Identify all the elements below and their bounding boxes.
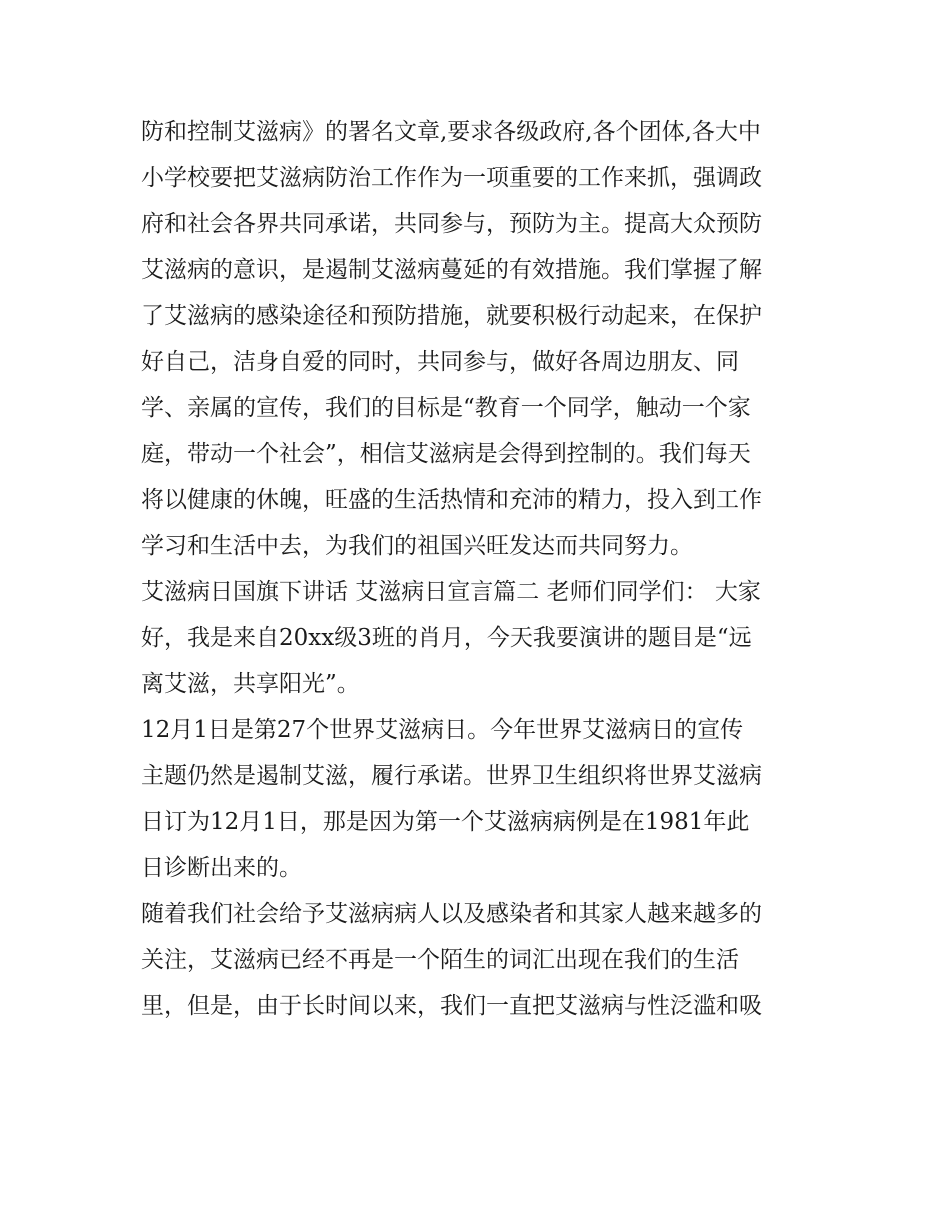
paragraph-1 <box>141 109 831 569</box>
text-line: 关注，艾滋病已经不再是一个陌生的词汇出现在我们的生活 <box>141 947 739 973</box>
text-line: 日诊断出来的。 <box>141 855 302 881</box>
text-line: 随着我们社会给予艾滋病病人以及感染者和其家人越来越多的 <box>141 901 762 927</box>
text-line: 了艾滋病的感染途径和预防措施，就要积极行动起来，在保护 <box>141 303 762 329</box>
paragraph-2 <box>141 569 831 707</box>
text-line: 学习和生活中去，为我们的祖国兴旺发达而共同努力。 <box>141 533 693 559</box>
text-line: 日订为12月1日，那是因为第一个艾滋病病例是在1981年此 <box>141 809 750 835</box>
text-line: 艾滋病日国旗下讲话 艾滋病日宣言篇二 老师们同学们： 大家 <box>141 579 761 605</box>
text-line: 庭，带动一个社会”，相信艾滋病是会得到控制的。我们每天 <box>141 441 751 467</box>
text-line: 离艾滋，共享阳光”。 <box>141 671 360 697</box>
document-body <box>141 109 831 1029</box>
text-line: 府和社会各界共同承诺，共同参与，预防为主。提高大众预防 <box>141 211 762 237</box>
text-line: 12月1日是第27个世界艾滋病日。今年世界艾滋病日的宣传 <box>141 717 744 743</box>
text-line: 防和控制艾滋病》的署名文章,要求各级政府,各个团体,各大中 <box>141 119 761 145</box>
text-line: 学、亲属的宣传，我们的目标是“教育一个同学，触动一个家 <box>141 395 751 421</box>
text-line: 好自己，洁身自爱的同时，共同参与，做好各周边朋友、同 <box>141 349 739 375</box>
text-line: 艾滋病的意识，是遏制艾滋病蔓延的有效措施。我们掌握了解 <box>141 257 762 283</box>
paragraph-3 <box>141 707 831 891</box>
text-line: 将以健康的休魄，旺盛的生活热情和充沛的精力，投入到工作 <box>141 487 762 513</box>
paragraph-4 <box>141 891 831 1029</box>
text-line: 好，我是来自20xx级3班的肖月，今天我要演讲的题目是“远 <box>141 625 752 651</box>
text-line: 小学校要把艾滋病防治工作作为一项重要的工作来抓，强调政 <box>141 165 762 191</box>
text-line: 主题仍然是遏制艾滋，履行承诺。世界卫生组织将世界艾滋病 <box>141 763 762 789</box>
text-line: 里，但是，由于长时间以来，我们一直把艾滋病与性泛滥和吸 <box>141 993 762 1019</box>
